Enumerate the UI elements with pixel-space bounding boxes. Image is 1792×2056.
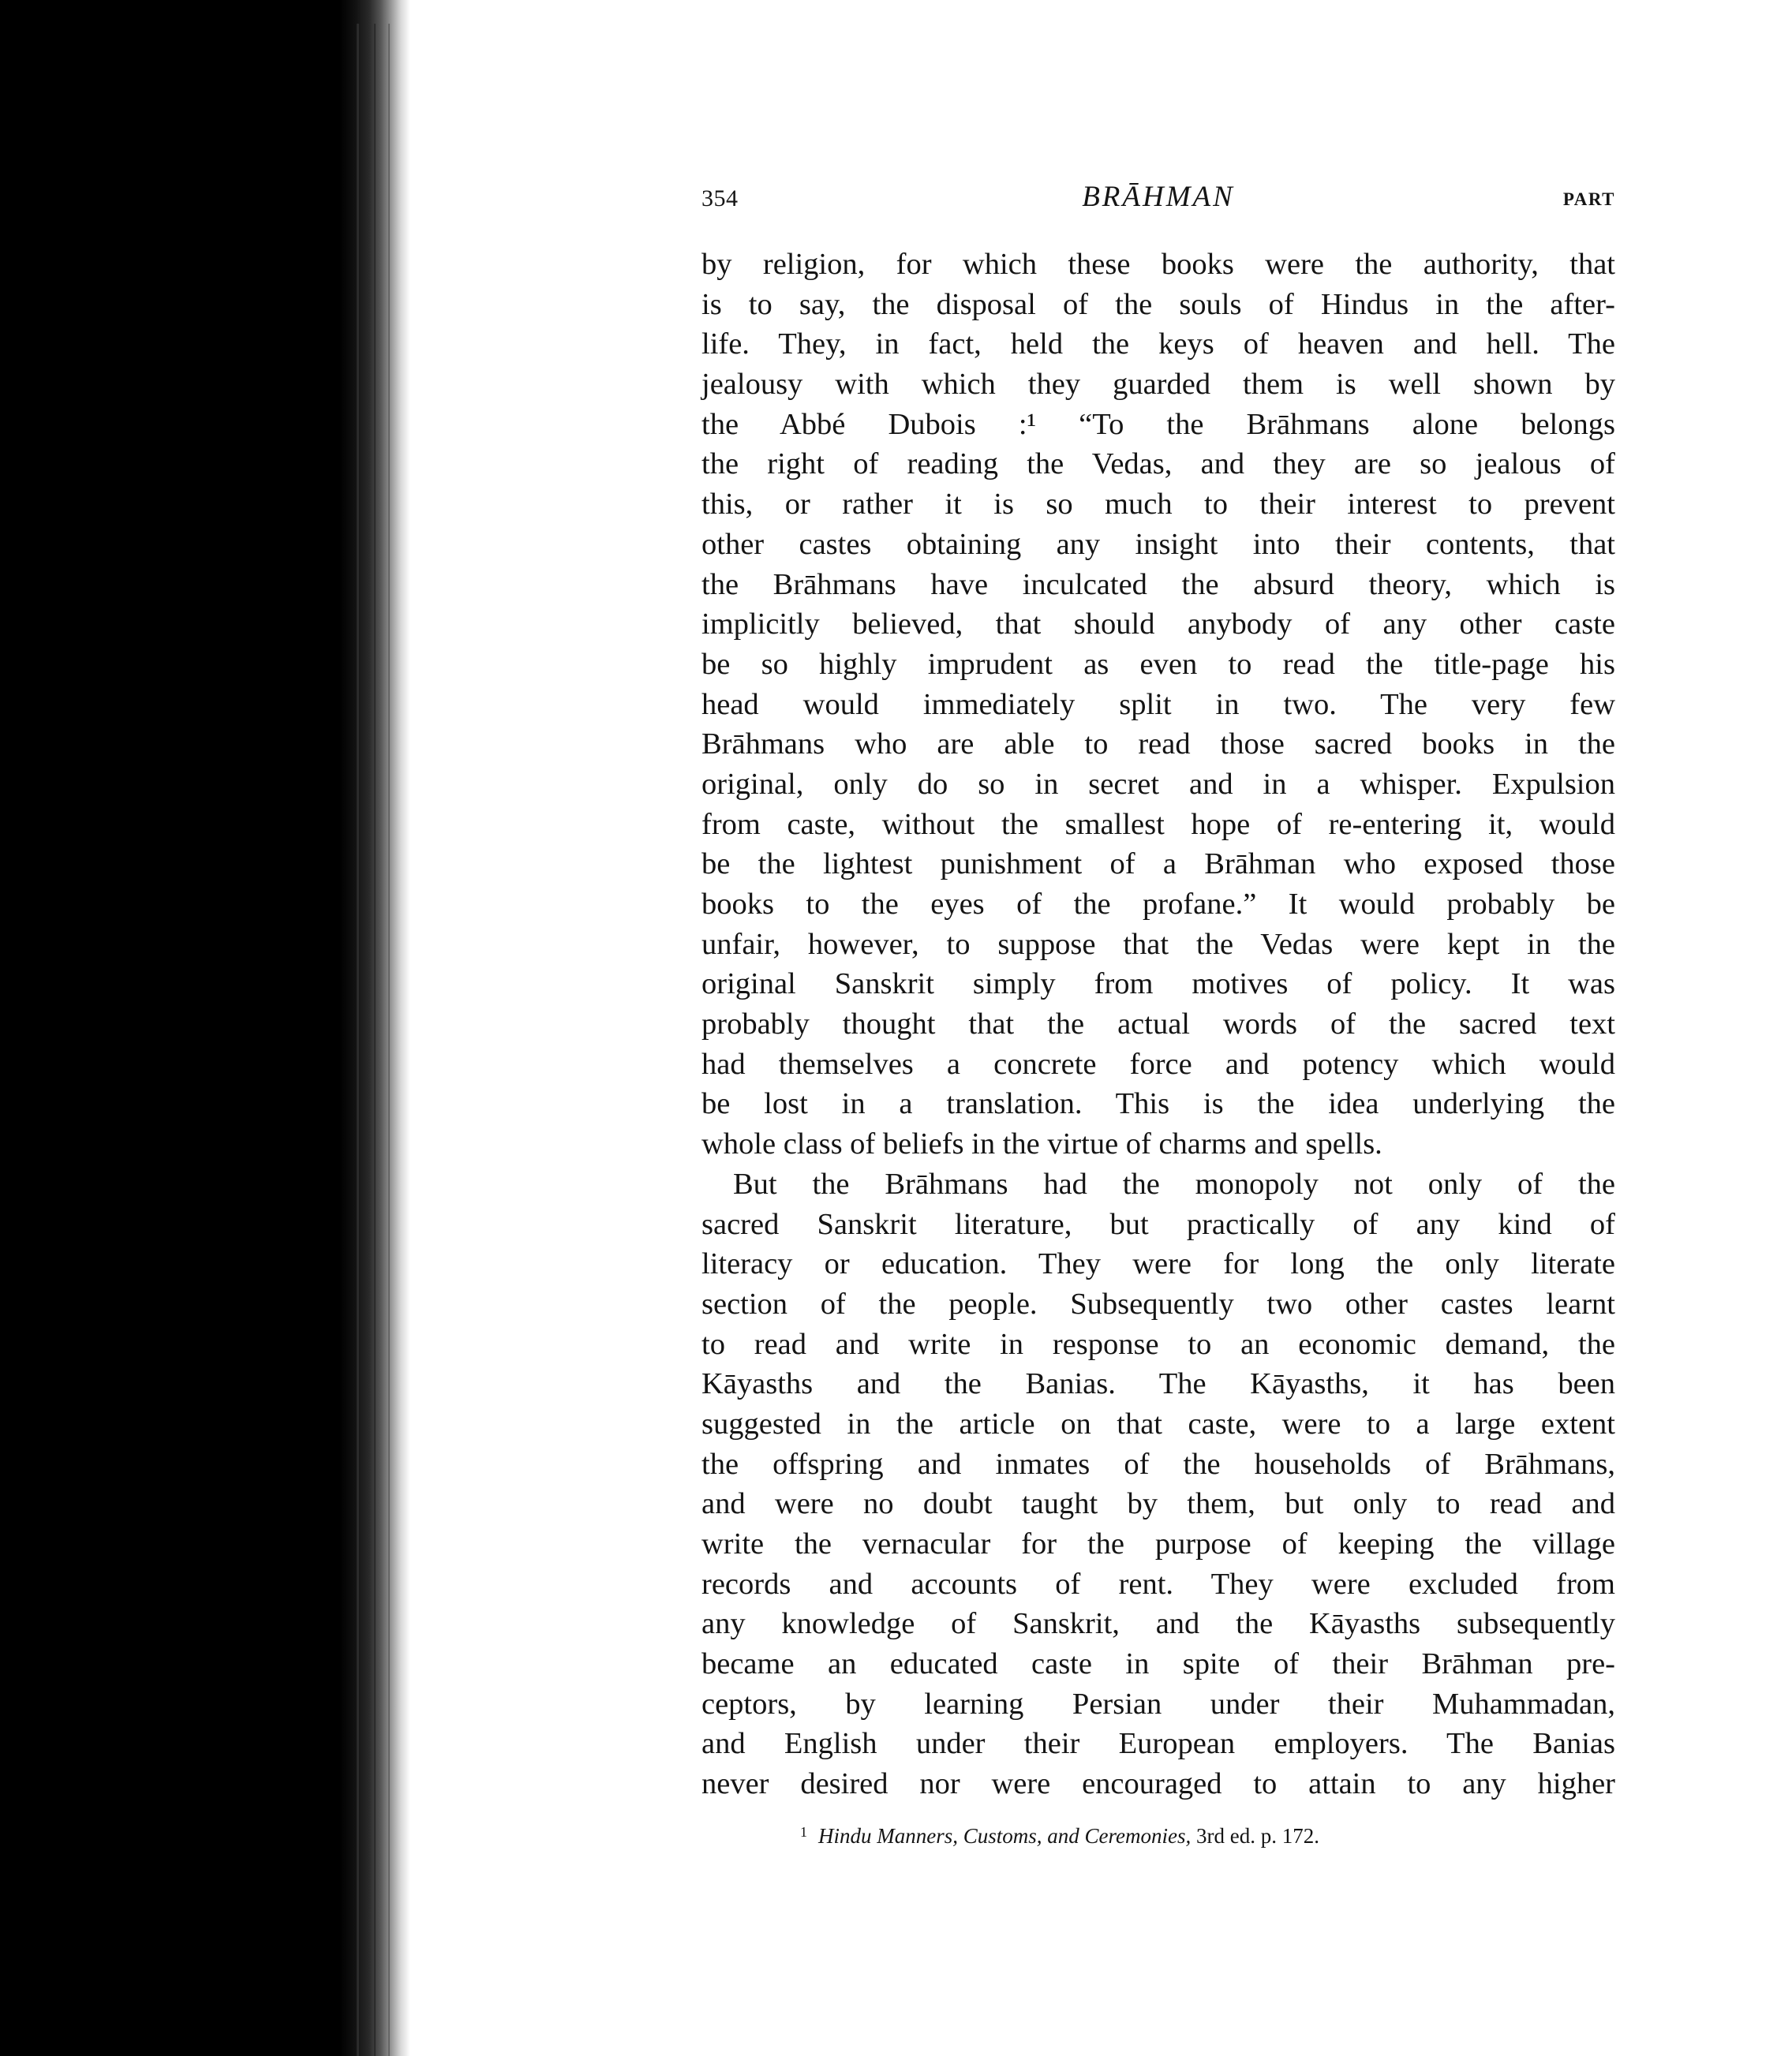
text-line: is to say, the disposal of the souls of Hindus in the after- (701, 287, 1615, 321)
text-line: had themselves a concrete force and potency which would (701, 1047, 1615, 1081)
text-line: Kāyasths and the Banias. The Kāyasths, it has been (701, 1367, 1615, 1401)
text-line: be lost in a translation. This is the idea underlying the (701, 1087, 1615, 1121)
spine-crease-line (374, 24, 376, 2056)
text-line: life. They, in fact, held the keys of heaven and hell. The (701, 327, 1615, 361)
text-line: records and accounts of rent. They were excluded from (701, 1567, 1615, 1601)
paragraph-start-line: But the Brāhmans had the monopoly not only of the (733, 1167, 1615, 1201)
text-line: literacy or education. They were for long the only literate (701, 1247, 1615, 1281)
spine-crease-line (357, 24, 359, 2056)
text-line: the Abbé Dubois :¹ “To the Brāhmans alone belongs (701, 407, 1615, 441)
text-line: implicitly believed, that should anybody of any other caste (701, 607, 1615, 641)
text-line: original, only do so in secret and in a whisper. Expulsion (701, 767, 1615, 801)
footnote (800, 1816, 1589, 1852)
text-line: by religion, for which these books were the authority, that (701, 248, 1615, 281)
text-line: never desired nor were encouraged to attain to any higher (701, 1767, 1615, 1801)
text-line: the offspring and inmates of the households of Brāhmans, (701, 1447, 1615, 1481)
text-line: the right of reading the Vedas, and they are so jealous of (701, 447, 1615, 481)
text-line: suggested in the article on that caste, were to a large extent (701, 1407, 1615, 1441)
page-number: 354 (701, 185, 739, 211)
text-line: write the vernacular for the purpose of keeping the village (701, 1527, 1615, 1561)
footnote-title: Hindu Manners, Customs, and Ceremonies, (818, 1824, 1192, 1848)
text-line: and were no doubt taught by them, but only to read and (701, 1487, 1615, 1521)
text-line: books to the eyes of the profane.” It would probably be (701, 888, 1615, 921)
footnote-reference: 3rd ed. p. 172. (1196, 1824, 1319, 1848)
text-line: other castes obtaining any insight into their contents, that (701, 527, 1615, 561)
text-line: section of the people. Subsequently two other castes learnt (701, 1287, 1615, 1321)
text-line: head would immediately split in two. The very few (701, 687, 1615, 721)
text-line: and English under their European employers. The Banias (701, 1727, 1615, 1761)
running-title: BRĀHMAN (1082, 181, 1235, 213)
text-line: to read and write in response to an economic demand, the (701, 1327, 1615, 1361)
book-spine-shadow (0, 0, 410, 2056)
text-line: sacred Sanskrit literature, but practically of any kind of (701, 1207, 1615, 1241)
text-line: probably thought that the actual words of the sacred text (701, 1007, 1615, 1041)
text-line: jealousy with which they guarded them is well shown by (701, 368, 1615, 402)
body-text (701, 245, 1615, 1804)
text-line: any knowledge of Sanskrit, and the Kāyasths subsequently (701, 1607, 1615, 1641)
footnote-marker: 1 (800, 1824, 807, 1840)
part-label: PART (1562, 189, 1615, 209)
paragraph-end-line: whole class of beliefs in the virtue of charms and spells. (701, 1127, 1382, 1161)
text-line: became an educated caste in spite of their Brāhman pre- (701, 1647, 1615, 1681)
text-line: be the lightest punishment of a Brāhman who exposed those (701, 847, 1615, 881)
text-line: ceptors, by learning Persian under their Muhammadan, (701, 1687, 1615, 1721)
spine-crease-line (388, 24, 390, 2056)
book-page (701, 175, 1615, 1990)
text-line: original Sanskrit simply from motives of policy. It was (701, 967, 1615, 1001)
text-line: Brāhmans who are able to read those sacred books in the (701, 727, 1615, 761)
text-line: from caste, without the smallest hope of re-entering it, would (701, 807, 1615, 841)
text-line: be so highly imprudent as even to read the title-page his (701, 647, 1615, 681)
text-line: unfair, however, to suppose that the Vedas were kept in the (701, 927, 1615, 961)
text-line: the Brāhmans have inculcated the absurd theory, which is (701, 567, 1615, 601)
page-header (701, 175, 1615, 222)
text-line: this, or rather it is so much to their interest to prevent (701, 488, 1615, 521)
